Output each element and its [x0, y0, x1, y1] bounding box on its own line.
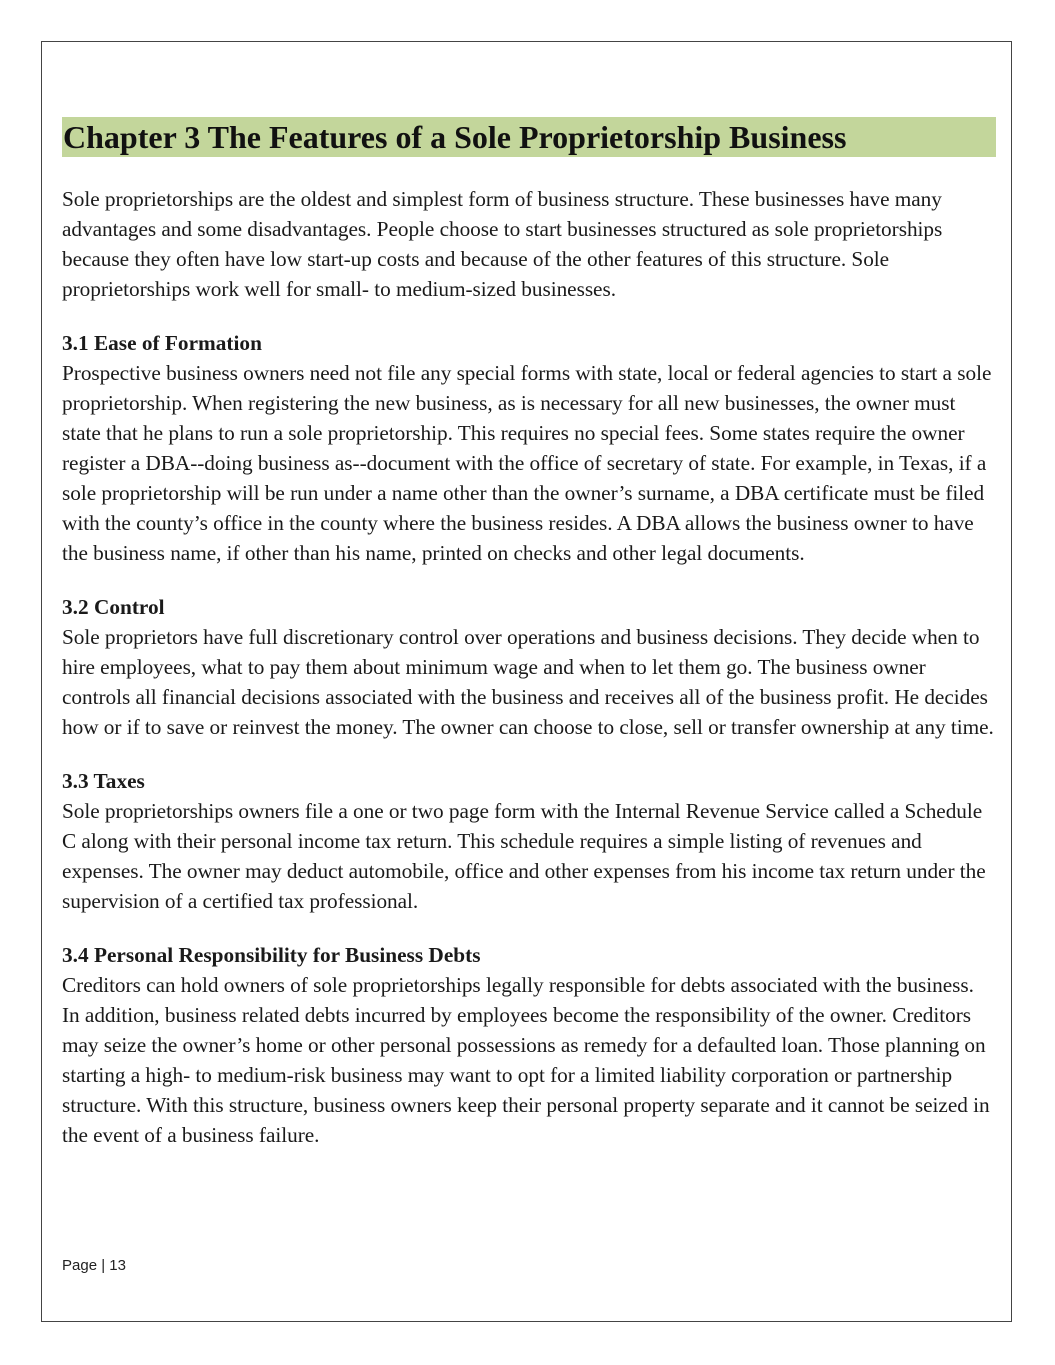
- section-body: Sole proprietors have full discretionary control over operations and business decisions. They decide when to hire employees, what to pay them about minimum wage and when to let them go. The business owner controls all financial decisions associated with the business and receives all of the business profit. He decides how or if to save or reinvest the money. The owner can choose to close, sell or transfer ownership at any time.: [62, 625, 994, 739]
- intro-paragraph: Sole proprietorships are the oldest and simplest form of business structure. These businesses have many advantages and some disadvantages. People choose to start businesses structured as sole proprietorships because they often have low start-up costs and because of the other features of this structure. Sole proprietorships work well for small- to medium-sized businesses.: [62, 187, 943, 301]
- section-control: [62, 592, 996, 742]
- section-heading: 3.1 Ease of Formation: [62, 331, 262, 355]
- section-heading: 3.2 Control: [62, 595, 165, 619]
- section-body: Creditors can hold owners of sole proprietorships legally responsible for debts associated with the business. In addition, business related debts incurred by employees become the responsibility of the owner. Creditors may seize the owner’s home or other personal possessions as remedy for a defaulted loan. Those planning on starting a high- to medium-risk business may want to opt for a limited liability corporation or partnership structure. With this structure, business owners keep their personal property separate and it cannot be seized in the event of a business failure.: [62, 973, 990, 1147]
- document-content: [62, 117, 996, 1150]
- section-heading: 3.3 Taxes: [62, 769, 145, 793]
- section-body: Prospective business owners need not file any special forms with state, local or federal agencies to start a sole proprietorship. When registering the new business, as is necessary for all new businesses, the owner must state that he plans to run a sole proprietorship. This requires no special fees. Some states require the owner register a DBA--doing business as--document with the office of secretary of state. For example, in Texas, if a sole proprietorship will be run under a name other than the owner’s surname, a DBA certificate must be filed with the county’s office in the county where the business resides. A DBA allows the business owner to have the business name, if other than his name, printed on checks and other legal documents.: [62, 361, 992, 565]
- section-body: Sole proprietorships owners file a one or two page form with the Internal Revenue Service called a Schedule C along with their personal income tax return. This schedule requires a simple listing of revenues and expenses. The owner may deduct automobile, office and other expenses from his income tax return under the supervision of a certified tax professional.: [62, 799, 986, 913]
- page-number: Page | 13: [62, 1257, 126, 1274]
- section-ease-of-formation: [62, 328, 996, 568]
- section-personal-responsibility: [62, 940, 996, 1150]
- section-heading: 3.4 Personal Responsibility for Business Debts: [62, 943, 481, 967]
- section-taxes: [62, 766, 996, 916]
- chapter-title: Chapter 3 The Features of a Sole Proprietorship Business: [62, 117, 996, 157]
